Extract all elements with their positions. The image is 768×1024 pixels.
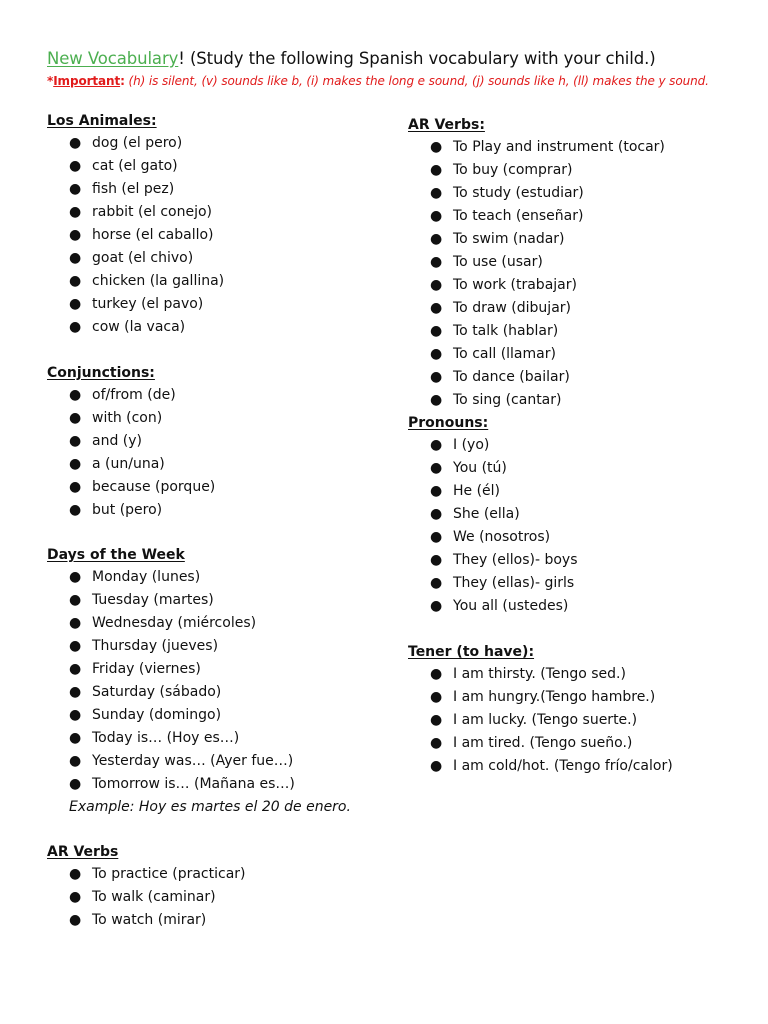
list-item [408, 457, 577, 480]
list-item [408, 366, 665, 389]
bullet-icon: ● [69, 684, 82, 700]
list-pronouns [408, 434, 577, 618]
bullet-icon: ● [430, 712, 443, 728]
bullet-icon: ● [69, 456, 82, 472]
list-item [47, 476, 215, 499]
list-item [47, 566, 351, 589]
list-item-text: I am lucky. (Tengo suerte.) [453, 712, 638, 728]
list-item [408, 709, 673, 732]
list-item-text: cow (la vaca) [92, 319, 186, 335]
bullet-icon: ● [69, 181, 82, 197]
list-item-text: We (nosotros) [453, 529, 551, 545]
section-title-pronouns: Pronouns: [408, 415, 489, 431]
bullet-icon: ● [430, 277, 443, 293]
list-item [408, 136, 665, 159]
list-item [408, 297, 665, 320]
list-item-text: To draw (dibujar) [453, 300, 571, 316]
list-item [47, 499, 215, 522]
list-item [408, 228, 665, 251]
bullet-icon: ● [430, 666, 443, 682]
list-item [47, 589, 351, 612]
list-item [47, 704, 351, 727]
bullet-icon: ● [69, 638, 82, 654]
bullet-icon: ● [430, 689, 443, 705]
important-label [47, 74, 125, 88]
list-item-text: They (ellas)- girls [453, 575, 575, 591]
list-item [408, 159, 665, 182]
list-item [47, 430, 215, 453]
bullet-icon: ● [430, 323, 443, 339]
list-item-text: I am thirsty. (Tengo sed.) [453, 666, 626, 682]
list-item-text: To swim (nadar) [453, 231, 565, 247]
list-item-text: but (pero) [92, 502, 163, 518]
list-item [47, 178, 224, 201]
important-note [47, 72, 709, 90]
list-item [47, 727, 351, 750]
list-item-text: He (él) [453, 483, 501, 499]
list-item [47, 635, 351, 658]
list-item [47, 750, 351, 773]
list-item [408, 549, 577, 572]
bullet-icon: ● [430, 346, 443, 362]
list-item-text: Wednesday (miércoles) [92, 615, 257, 631]
list-item [408, 205, 665, 228]
bullet-icon: ● [430, 162, 443, 178]
list-ar-verbs-left [47, 863, 246, 932]
section-title-tener: Tener (to have): [408, 644, 535, 660]
bullet-icon: ● [69, 753, 82, 769]
section-tener [408, 641, 673, 778]
list-item-text: To dance (bailar) [453, 369, 570, 385]
list-item [408, 595, 577, 618]
bullet-icon: ● [430, 460, 443, 476]
list-item-text: To watch (mirar) [92, 912, 207, 928]
bullet-icon: ● [69, 707, 82, 723]
list-item-text: Tuesday (martes) [92, 592, 214, 608]
bullet-icon: ● [430, 208, 443, 224]
list-item-text: To talk (hablar) [453, 323, 559, 339]
bullet-icon: ● [69, 889, 82, 905]
list-item-text: I am tired. (Tengo sueño.) [453, 735, 633, 751]
list-item-text: I (yo) [453, 437, 490, 453]
list-item [408, 343, 665, 366]
list-item-text: rabbit (el conejo) [92, 204, 213, 220]
list-item-text: of/from (de) [92, 387, 176, 403]
list-conjunctions [47, 384, 215, 522]
bullet-icon: ● [430, 758, 443, 774]
list-item [408, 320, 665, 343]
list-item [408, 480, 577, 503]
list-item-text: You (tú) [453, 460, 507, 476]
list-item-text: chicken (la gallina) [92, 273, 225, 289]
list-item [47, 155, 224, 178]
bullet-icon: ● [430, 437, 443, 453]
bullet-icon: ● [69, 661, 82, 677]
section-title-conjunctions: Conjunctions: [47, 365, 155, 381]
bullet-icon: ● [69, 569, 82, 585]
bullet-icon: ● [430, 185, 443, 201]
list-item-text: and (y) [92, 433, 142, 449]
list-item-text: To study (estudiar) [453, 185, 584, 201]
list-item-text: dog (el pero) [92, 135, 183, 151]
bullet-icon: ● [430, 552, 443, 568]
list-item [408, 755, 673, 778]
list-item-text: To sing (cantar) [453, 392, 562, 408]
list-item-text: To practice (practicar) [92, 866, 246, 882]
list-item [408, 572, 577, 595]
bullet-icon: ● [430, 598, 443, 614]
section-title-days: Days of the Week [47, 547, 185, 563]
list-item-text: Tomorrow is… (Mañana es…) [92, 776, 295, 792]
list-item-text: Sunday (domingo) [92, 707, 222, 723]
list-item-text: You all (ustedes) [453, 598, 569, 614]
list-item [47, 773, 351, 796]
list-days [47, 566, 351, 796]
list-item-text: To use (usar) [453, 254, 543, 270]
title-instructions: ! (Study the following Spanish vocabulary with your child.) [178, 49, 656, 68]
list-item-text: To work (trabajar) [453, 277, 577, 293]
list-item-text: They (ellos)- boys [453, 552, 578, 568]
bullet-icon: ● [69, 158, 82, 174]
bullet-icon: ● [69, 387, 82, 403]
important-colon: : [120, 74, 125, 88]
bullet-icon: ● [430, 139, 443, 155]
section-title-ar-verbs-left: AR Verbs [47, 844, 119, 860]
bullet-icon: ● [69, 204, 82, 220]
list-item-text: Saturday (sábado) [92, 684, 222, 700]
list-item-text: To teach (enseñar) [453, 208, 584, 224]
section-pronouns [408, 412, 577, 618]
list-item-text: Today is… (Hoy es…) [92, 730, 240, 746]
bullet-icon: ● [430, 483, 443, 499]
list-item [408, 434, 577, 457]
bullet-icon: ● [69, 615, 82, 631]
list-item [408, 251, 665, 274]
section-ar-verbs-left [47, 841, 246, 932]
list-item [47, 909, 246, 932]
list-item [47, 384, 215, 407]
list-item [408, 663, 673, 686]
list-item [408, 274, 665, 297]
list-item [47, 316, 224, 339]
list-item [47, 201, 224, 224]
list-item [47, 658, 351, 681]
list-item [408, 732, 673, 755]
list-item-text: turkey (el pavo) [92, 296, 204, 312]
list-item-text: cat (el gato) [92, 158, 178, 174]
list-item [408, 686, 673, 709]
bullet-icon: ● [69, 592, 82, 608]
important-text: (h) is silent, (v) sounds like b, (i) makes the long e sound, (j) sounds like h, (ll) makes the y sound. [124, 74, 709, 88]
list-item-text: with (con) [92, 410, 163, 426]
bullet-icon: ● [69, 776, 82, 792]
bullet-icon: ● [69, 730, 82, 746]
list-item [47, 863, 246, 886]
bullet-icon: ● [430, 529, 443, 545]
list-item-text: Monday (lunes) [92, 569, 201, 585]
list-ar-verbs-right [408, 136, 665, 412]
bullet-icon: ● [430, 392, 443, 408]
bullet-icon: ● [69, 866, 82, 882]
list-item-text: because (porque) [92, 479, 216, 495]
bullet-icon: ● [69, 912, 82, 928]
bullet-icon: ● [69, 296, 82, 312]
days-example: Example: Hoy es martes el 20 de enero. [69, 799, 351, 815]
list-item [47, 612, 351, 635]
section-ar-verbs-right [408, 114, 665, 412]
section-animals [47, 110, 224, 339]
list-item [47, 886, 246, 909]
bullet-icon: ● [69, 319, 82, 335]
bullet-icon: ● [69, 227, 82, 243]
section-title-animals: Los Animales: [47, 113, 157, 129]
bullet-icon: ● [430, 369, 443, 385]
bullet-icon: ● [69, 273, 82, 289]
list-item-text: To Play and instrument (tocar) [453, 139, 665, 155]
list-item [47, 132, 224, 155]
list-item [47, 270, 224, 293]
new-vocabulary-link: New Vocabulary [47, 49, 179, 68]
list-item-text: I am cold/hot. (Tengo frío/calor) [453, 758, 673, 774]
list-item [408, 389, 665, 412]
bullet-icon: ● [69, 250, 82, 266]
bullet-icon: ● [430, 300, 443, 316]
list-item-text: a (un/una) [92, 456, 165, 472]
bullet-icon: ● [430, 575, 443, 591]
list-item [47, 224, 224, 247]
list-item [408, 503, 577, 526]
bullet-icon: ● [69, 410, 82, 426]
bullet-icon: ● [69, 433, 82, 449]
list-item-text: To buy (comprar) [453, 162, 573, 178]
list-item [47, 681, 351, 704]
section-conjunctions [47, 362, 215, 522]
bullet-icon: ● [69, 135, 82, 151]
list-item-text: I am hungry.(Tengo hambre.) [453, 689, 656, 705]
section-title-ar-verbs-right: AR Verbs: [408, 117, 485, 133]
important-star: * [47, 74, 54, 88]
list-item [47, 247, 224, 270]
list-tener [408, 663, 673, 778]
section-days [47, 544, 351, 819]
list-item-text: Friday (viernes) [92, 661, 201, 677]
list-item-text: horse (el caballo) [92, 227, 214, 243]
list-item-text: fish (el pez) [92, 181, 175, 197]
important-label-text: Important [53, 74, 121, 88]
list-item-text: She (ella) [453, 506, 520, 522]
bullet-icon: ● [69, 479, 82, 495]
bullet-icon: ● [430, 254, 443, 270]
list-item-text: goat (el chivo) [92, 250, 194, 266]
list-item-text: Thursday (jueves) [92, 638, 219, 654]
list-item [408, 182, 665, 205]
list-item [408, 526, 577, 549]
bullet-icon: ● [430, 231, 443, 247]
bullet-icon: ● [69, 502, 82, 518]
list-item-text: To walk (caminar) [92, 889, 216, 905]
list-item [47, 407, 215, 430]
list-item [47, 293, 224, 316]
list-item-text: Yesterday was… (Ayer fue…) [92, 753, 294, 769]
bullet-icon: ● [430, 506, 443, 522]
bullet-icon: ● [430, 735, 443, 751]
list-animals [47, 132, 224, 339]
page-title [47, 48, 656, 70]
list-item [47, 453, 215, 476]
list-item-text: To call (llamar) [453, 346, 556, 362]
